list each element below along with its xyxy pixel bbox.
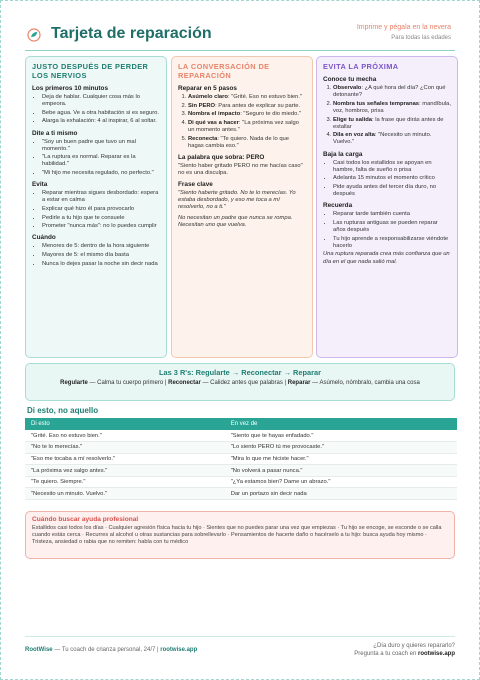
list-item: 4. Di qué vas a hacer: "La próxima vez salgo un momento antes." bbox=[188, 120, 306, 134]
header bbox=[25, 23, 455, 49]
list-item: • Bebe agua. Ve a otra habitación si es seguro. bbox=[42, 110, 160, 117]
footer-cta-link[interactable]: rootwise.app bbox=[417, 651, 455, 657]
list-item: • Pedirle a tu hijo que te consuele bbox=[42, 215, 160, 222]
column-repair-conversation bbox=[171, 56, 313, 358]
section-title: Reparar en 5 pasos bbox=[178, 85, 237, 92]
list-item: • Pide ayuda antes del tercer día duro, no después bbox=[333, 184, 451, 198]
table-cell: Dar un portazo sin decir nada bbox=[225, 488, 457, 500]
table-row bbox=[25, 442, 457, 454]
table-row bbox=[25, 430, 457, 442]
key-phrase-note: No necesitan un padre que nunca se rompa. Necesitan uno que vuelva. bbox=[178, 214, 293, 228]
but-explanation: "Siento haber gritado PERO no me hacías caso" no es una disculpa. bbox=[178, 163, 303, 177]
section-title: La palabra que sobra: PERO bbox=[178, 154, 265, 162]
self-talk-list bbox=[32, 139, 160, 178]
footer-url-link[interactable]: rootwise.app bbox=[160, 647, 198, 653]
remember-note: Una ruptura reparada crea más confianza que un día en el que nada salió mal. bbox=[323, 251, 450, 265]
help-text: Estallidos casi todos los días · Cualquier agresión física hacia tu hijo · Sientes que no puedes parar una vez que empiezas · Tu hijo se encoge, se esconde o se calla cuando estás cerca · Recurres al alcohol u otras sustancias para sobrellevarlo · Pensamientos de hacerte daño o hacérselo a tu hijo: busca ayuda hoy mismo · Tristeza, ansiedad o rabia que no remiten: habla con tu médico bbox=[32, 525, 442, 546]
table-cell: "Eso me tocaba a mí resolverlo." bbox=[25, 453, 225, 465]
say-this-table bbox=[25, 418, 457, 500]
list-item: • Tu hijo aprende a responsabilizarse viéndote hacerlo bbox=[333, 236, 451, 250]
lower-load-list bbox=[323, 160, 451, 199]
repair-steps-list bbox=[178, 94, 306, 150]
list-item: 1. Asúmelo claro: "Grité. Eso no estuvo bien." bbox=[188, 94, 306, 101]
know-your-fuse-list bbox=[323, 85, 451, 147]
table-cell: "Necesito un minuto. Vuelvo." bbox=[25, 488, 225, 500]
header-divider bbox=[25, 50, 455, 51]
page-title: Tarjeta de reparación bbox=[51, 25, 212, 42]
three-rs-title: Las 3 R's: Regularte → Reconectar → Reparar bbox=[159, 368, 321, 377]
list-item: 4. Dila en voz alta: "Necesito un minuto. Vuelvo." bbox=[333, 132, 451, 146]
section-title: Conoce tu mecha bbox=[323, 76, 377, 83]
remember-list bbox=[323, 211, 451, 250]
list-item: • Las rupturas antiguas se pueden reparar años después bbox=[333, 220, 451, 234]
section-title: Evita bbox=[32, 181, 48, 189]
section-title: Frase clave bbox=[178, 181, 213, 189]
table-cell: "No te lo merecías." bbox=[25, 442, 225, 454]
table-cell: "No volverá a pasar nunca." bbox=[225, 465, 457, 477]
column-after-losing-temper bbox=[25, 56, 167, 358]
leaf-logo-icon bbox=[27, 28, 41, 42]
key-phrase-quote: "Siento haberte gritado. No te lo merecías. Yo estaba desbordado, y eso me toca a mí resolverlo, no a ti." bbox=[178, 190, 296, 211]
when-list bbox=[32, 243, 160, 267]
list-item: • Alarga la exhalación: 4 al inspirar, 6 al soltar. bbox=[42, 118, 160, 125]
column-title: EVITA LA PRÓXIMA bbox=[323, 62, 399, 71]
list-item: 5. Reconecta: "Te quiero. Nada de lo que hagas cambia eso." bbox=[188, 136, 306, 150]
section-title: Los primeros 10 minutos bbox=[32, 85, 108, 92]
table-cell: "Te quiero. Siempre." bbox=[25, 476, 225, 488]
list-item: • "Soy un buen padre que tuvo un mal momento." bbox=[42, 139, 160, 153]
say-this-title: Di esto, no aquello bbox=[27, 406, 99, 415]
footer-right bbox=[354, 642, 455, 658]
list-item: • Nunca lo dejes pasar la noche sin decir nada bbox=[42, 261, 160, 268]
subtagline: Para todas las edades bbox=[391, 35, 451, 41]
list-item: 1. Observalo: ¿A qué hora del día? ¿Con qué detonante? bbox=[333, 85, 451, 99]
list-item: • Reparar mientras sigues desbordado: espera a estar en calma bbox=[42, 190, 160, 204]
table-row bbox=[25, 465, 457, 477]
list-item: • Deja de hablar. Cualquier cosa más lo empeora. bbox=[42, 94, 160, 108]
first-minutes-list bbox=[32, 94, 160, 126]
table-cell: "¿Ya estamos bien? Dame un abrazo." bbox=[225, 476, 457, 488]
footer-divider bbox=[25, 636, 455, 637]
professional-help-box bbox=[25, 511, 455, 559]
table-cell: "La próxima vez salgo antes." bbox=[25, 465, 225, 477]
table-cell: "Mira lo que me hiciste hacer." bbox=[225, 453, 457, 465]
section-title: Recuerda bbox=[323, 202, 353, 210]
list-item: • Adelanta 15 minutos el momento crítico bbox=[333, 175, 451, 182]
table-header-row bbox=[25, 418, 457, 430]
footer-question: ¿Día duro y quieres repararlo? bbox=[373, 643, 455, 649]
section-title: Baja la carga bbox=[323, 150, 363, 158]
help-title: Cuándo buscar ayuda profesional bbox=[32, 516, 139, 523]
list-item: 3. Elige tu salida: la frase que dirás antes de estallar bbox=[333, 117, 451, 131]
list-item: • Reparar tarde también cuenta bbox=[333, 211, 451, 218]
section-title: Dite a ti mismo bbox=[32, 129, 78, 137]
table-row bbox=[25, 476, 457, 488]
table-row bbox=[25, 453, 457, 465]
section-title: Cuándo bbox=[32, 234, 56, 242]
table-cell: "Lo siento PERO tú me provocaste." bbox=[225, 442, 457, 454]
column-avoid-next bbox=[316, 56, 458, 358]
list-item: • Explicar qué hizo él para provocarlo bbox=[42, 206, 160, 213]
brand-name: RootWise bbox=[25, 647, 53, 653]
list-item: • "Mi hijo me necesita regulado, no perfecto." bbox=[42, 170, 160, 177]
table-header: Di esto bbox=[25, 418, 225, 430]
column-title: LA CONVERSACIÓN DE REPARACIÓN bbox=[178, 62, 270, 80]
three-rs-box bbox=[25, 363, 455, 401]
three-rs-text: Regularte — Calma tu cuerpo primero | Reconectar — Calidez antes que palabras | Reparar — Asúmelo, nómbralo, cambia una cosa bbox=[60, 380, 420, 386]
avoid-list bbox=[32, 190, 160, 230]
list-item: • Prometer "nunca más": no lo puedes cumplir bbox=[42, 223, 160, 230]
column-title: JUSTO DESPUÉS DE PERDER LOS NERVIOS bbox=[32, 62, 149, 80]
list-item: 2. Nombra tus señales tempranas: mandíbula, voz, hombros, prisa bbox=[333, 101, 451, 115]
table-cell: "Grité. Eso no estuvo bien." bbox=[25, 430, 225, 442]
list-item: • Menores de 5: dentro de la hora siguiente bbox=[42, 243, 160, 250]
list-item: • Mayores de 5: el mismo día basta bbox=[42, 252, 160, 259]
footer-left: RootWise — Tu coach de crianza personal, 24/7 | rootwise.app bbox=[25, 647, 198, 653]
tagline: Imprime y pégala en la nevera bbox=[356, 24, 451, 31]
table-header: En vez de bbox=[225, 418, 457, 430]
table-row bbox=[25, 488, 457, 500]
list-item: 3. Nombra el impacto: "Seguro te dio miedo." bbox=[188, 111, 306, 118]
list-item: • "La ruptura es normal. Reparar es la habilidad." bbox=[42, 154, 160, 168]
table-cell: "Siento que te hayas enfadado." bbox=[225, 430, 457, 442]
list-item: • Casi todos los estallidos se apoyan en hambre, falta de sueño o prisa bbox=[333, 160, 451, 174]
footer-cta: Pregunta a tu coach en rootwise.app bbox=[354, 651, 455, 657]
list-item: 2. Sin PERO: Para antes de explicar su parte. bbox=[188, 103, 306, 110]
